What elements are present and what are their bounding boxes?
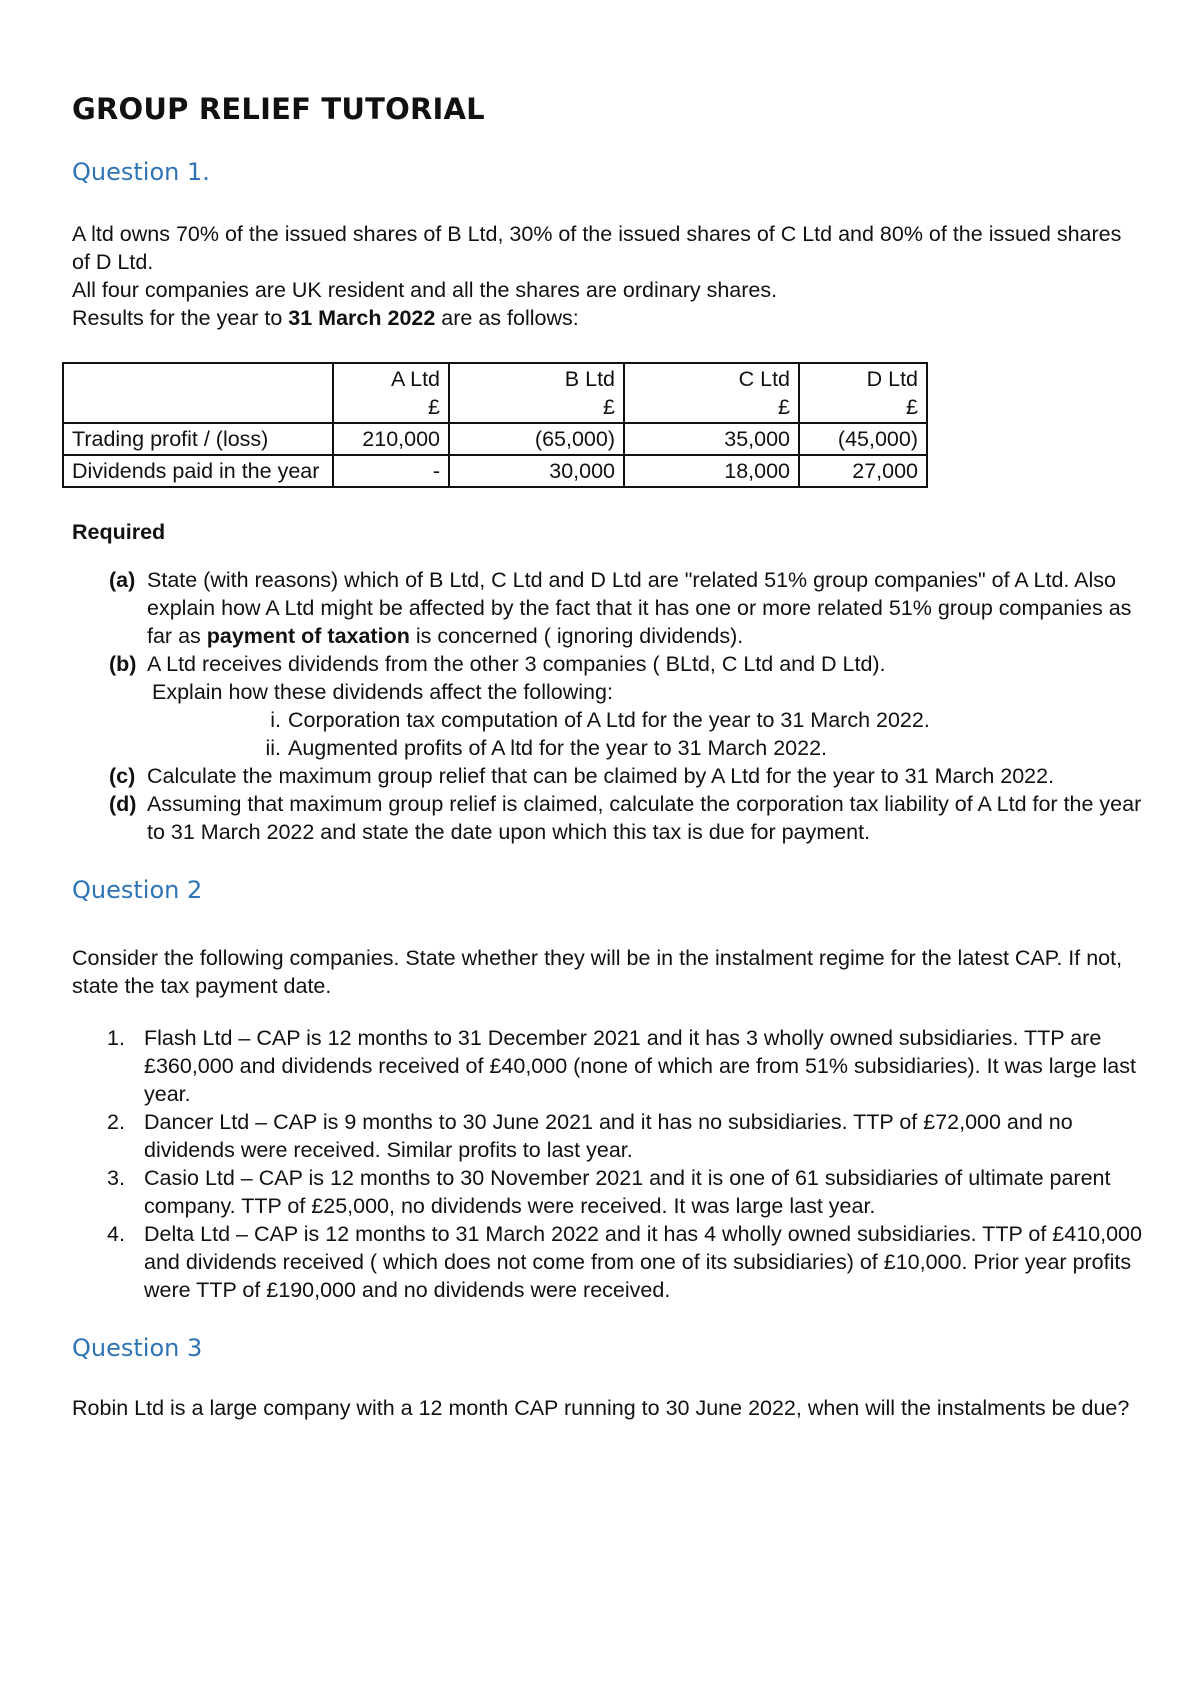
question-2-intro: Consider the following companies. State whether they will be in the instalment regime for the latest CAP. If not, state the tax payment date. xyxy=(72,946,1123,998)
table-header-empty xyxy=(63,363,333,423)
part-text: A Ltd receives dividends from the other 3 companies ( BLtd, C Ltd and D Ltd). xyxy=(147,652,886,676)
question-1-heading: Question 1. xyxy=(72,158,210,186)
intro-resident-text: All four companies are UK resident and all the shares are ordinary shares. xyxy=(72,278,778,302)
part-label: (c) xyxy=(109,764,136,788)
table-cell: 30,000 xyxy=(449,455,624,487)
intro-results-text: Results for the year to 31 March 2022 are as follows: xyxy=(72,306,579,330)
part-c xyxy=(109,762,1142,790)
row-label-trading: Trading profit / (loss) xyxy=(63,423,333,455)
question-3-heading: Question 3 xyxy=(72,1334,203,1362)
intro-shares-text: A ltd owns 70% of the issued shares of B Ltd, 30% of the issued shares of C Ltd and 80% of the issued shares of D Ltd. xyxy=(72,222,1122,274)
list-item: 2. Dancer Ltd – CAP is 9 months to 30 June 2021 and it has no subsidiaries. TTP of £72,000 and no dividends were received. Similar profits to last year. xyxy=(107,1110,1073,1162)
part-b-explain: Explain how these dividends affect the following: xyxy=(152,680,613,704)
table-header-b-ltd: B Ltd £ xyxy=(449,363,624,423)
question-2-heading: Question 2 xyxy=(72,876,203,904)
table-cell: 210,000 xyxy=(333,423,449,455)
question-3-text: Robin Ltd is a large company with a 12 month CAP running to 30 June 2022, when will the instalments be due? xyxy=(72,1396,1130,1420)
part-a xyxy=(109,566,1142,650)
list-item: 4. Delta Ltd – CAP is 12 months to 31 March 2022 and it has 4 wholly owned subsidiaries. TTP of £410,000 and dividends received ( which does not come from one of its subsidiaries) of £10,000. Prior year profits were TTP of £190,000 and no dividends were received. xyxy=(107,1222,1142,1302)
list-item: 1. Flash Ltd – CAP is 12 months to 31 December 2021 and it has 3 wholly owned subsidiaries. TTP are £360,000 and dividends received of £40,000 (none of which are from 51% subsidiaries). It was large last year. xyxy=(107,1026,1136,1106)
table-header-d-ltd: D Ltd £ xyxy=(799,363,927,423)
document-title: GROUP RELIEF TUTORIAL xyxy=(72,92,485,126)
part-text: State (with reasons) which of B Ltd, C Ltd and D Ltd are "related 51% group companies" of A Ltd. Also explain how A Ltd might be affected by the fact that it has one or more related 51% group companies as far as payment of taxation is concerned ( ignoring dividends). xyxy=(147,568,1132,648)
document-page xyxy=(72,92,1142,1422)
table-row xyxy=(63,455,927,487)
part-b-sub-i: i. Corporation tax computation of A Ltd for the year to 31 March 2022. xyxy=(270,708,930,732)
list-item: 3. Casio Ltd – CAP is 12 months to 30 November 2021 and it is one of 61 subsidiaries of ultimate parent company. TTP of £25,000, no dividends were received. It was large last year. xyxy=(107,1166,1111,1218)
part-b xyxy=(109,650,1142,678)
question-2-list xyxy=(107,1024,1142,1304)
required-label: Required xyxy=(72,520,166,544)
part-label: (a) xyxy=(109,568,136,592)
table-header-c-ltd: C Ltd £ xyxy=(624,363,799,423)
table-header-row xyxy=(63,363,927,423)
required-parts xyxy=(109,566,1142,846)
row-label-dividends: Dividends paid in the year xyxy=(63,455,333,487)
payment-of-taxation-bold: payment of taxation xyxy=(206,624,410,648)
results-table xyxy=(62,362,928,488)
results-date: 31 March 2022 xyxy=(288,306,436,330)
table-cell: 35,000 xyxy=(624,423,799,455)
table-cell: - xyxy=(333,455,449,487)
table-cell: 18,000 xyxy=(624,455,799,487)
part-label: (d) xyxy=(109,792,137,816)
table-header-a-ltd: A Ltd £ xyxy=(333,363,449,423)
table-cell: 27,000 xyxy=(799,455,927,487)
table-row xyxy=(63,423,927,455)
part-label: (b) xyxy=(109,652,137,676)
part-text: Assuming that maximum group relief is claimed, calculate the corporation tax liability of A Ltd for the year to 31 March 2022 and state the date upon which this tax is due for payment. xyxy=(147,792,1142,844)
question-1-intro xyxy=(72,220,1142,332)
part-b-sub-ii: ii. Augmented profits of A ltd for the year to 31 March 2022. xyxy=(265,736,828,760)
table-cell: (45,000) xyxy=(799,423,927,455)
table-cell: (65,000) xyxy=(449,423,624,455)
part-d xyxy=(109,790,1142,846)
part-text: Calculate the maximum group relief that can be claimed by A Ltd for the year to 31 March 2022. xyxy=(147,764,1055,788)
